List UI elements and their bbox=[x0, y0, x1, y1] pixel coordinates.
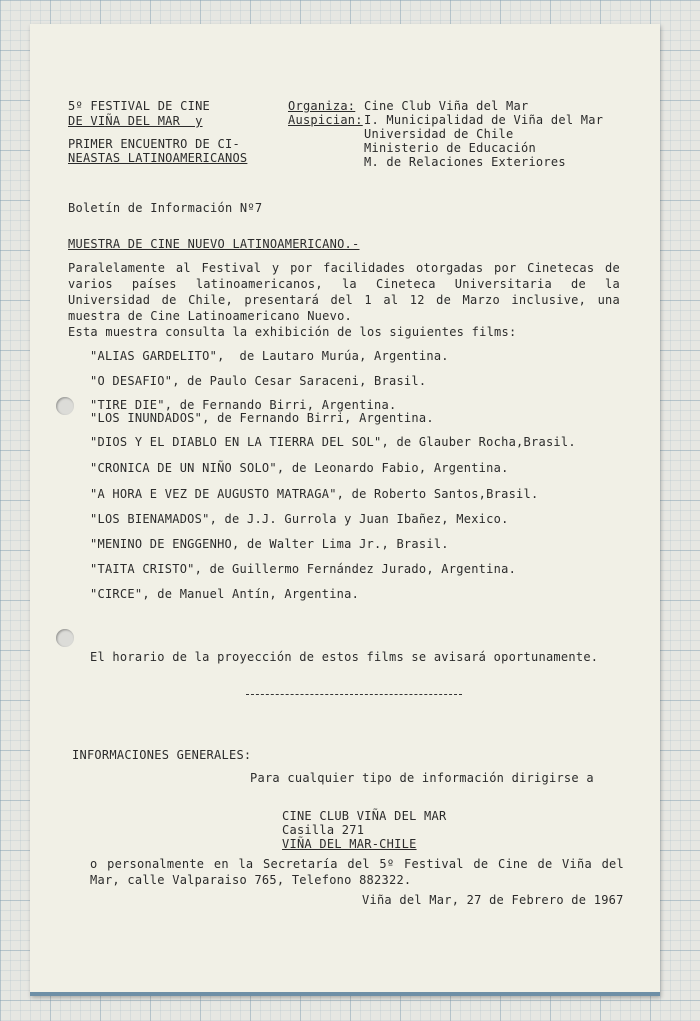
film-item: "CRONICA DE UN NIÑO SOLO", de Leonardo Fabio, Argentina. bbox=[90, 461, 509, 475]
festival-title-line-2: DE VIÑA DEL MAR y bbox=[68, 114, 203, 128]
address-line-3: VIÑA DEL MAR-CHILE bbox=[282, 837, 417, 851]
schedule-note: El horario de la proyección de estos films se avisará oportunamente. bbox=[90, 650, 599, 664]
auspician-label: Auspician: bbox=[288, 113, 363, 127]
film-item: "TAITA CRISTO", de Guillermo Fernández Jurado, Argentina. bbox=[90, 562, 517, 576]
general-info-heading: INFORMACIONES GENERALES: bbox=[72, 748, 252, 762]
film-item: "DIOS Y EL DIABLO EN LA TIERRA DEL SOL", de Glauber Rocha,Brasil. bbox=[90, 435, 576, 449]
sponsor-item: M. de Relaciones Exteriores bbox=[364, 155, 566, 169]
film-item: "ALIAS GARDELITO", de Lautaro Murúa, Argentina. bbox=[90, 349, 449, 363]
bulletin-number: Boletín de Información Nº7 bbox=[68, 201, 263, 215]
place-date: Viña del Mar, 27 de Febrero de 1967 bbox=[362, 893, 624, 907]
sponsor-item: I. Municipalidad de Viña del Mar bbox=[364, 113, 604, 127]
film-item: "MENINO DE ENGGENHO, de Walter Lima Jr., Brasil. bbox=[90, 537, 449, 551]
film-item: "A HORA E VEZ DE AUGUSTO MATRAGA", de Roberto Santos,Brasil. bbox=[90, 487, 539, 501]
encuentro-title-line-1: PRIMER ENCUENTRO DE CI- bbox=[68, 137, 240, 151]
contact-intro: Para cualquier tipo de información dirigirse a bbox=[250, 771, 594, 785]
film-item: "TIRE DIE", de Fernando Birri, Argentina. bbox=[90, 398, 397, 412]
document-page bbox=[30, 24, 660, 996]
punch-hole-top bbox=[56, 397, 74, 415]
film-item: "O DESAFIO", de Paulo Cesar Saraceni, Brasil. bbox=[90, 374, 427, 388]
encuentro-title-line-2: NEASTAS LATINOAMERICANOS bbox=[68, 151, 248, 165]
in-person-paragraph: o personalmente en la Secretaría del 5º Festival de Cine de Viña del Mar, calle Valparaiso 765, Telefono 882322. bbox=[90, 857, 624, 887]
sponsor-item: Universidad de Chile bbox=[364, 127, 514, 141]
organiza-value: Cine Club Viña del Mar bbox=[364, 99, 529, 113]
section-title: MUESTRA DE CINE NUEVO LATINOAMERICANO.- bbox=[68, 237, 360, 251]
sponsor-item: Ministerio de Educación bbox=[364, 141, 536, 155]
festival-title-line-1: 5º FESTIVAL DE CINE bbox=[68, 99, 211, 113]
film-item: "LOS INUNDADOS", de Fernando Birri, Argentina. bbox=[90, 411, 434, 425]
films-intro: Esta muestra consulta la exhibición de los siguientes films: bbox=[68, 325, 517, 339]
organiza-label: Organiza: bbox=[288, 99, 356, 113]
film-item: "LOS BIENAMADOS", de J.J. Gurrola y Juan Ibañez, Mexico. bbox=[90, 512, 509, 526]
punch-hole-bottom bbox=[56, 629, 74, 647]
intro-paragraph: Paralelamente al Festival y por facilidades otorgadas por Cinetecas de varios países latinoamericanos, la Cineteca Universitaria de la Universidad de Chile, presentará del 1 al 12 de Marzo inclusive, una muestra de Cine Latinoamericano Nuevo. bbox=[68, 261, 620, 323]
film-item: "CIRCE", de Manuel Antín, Argentina. bbox=[90, 587, 360, 601]
separator-line bbox=[246, 694, 462, 695]
address-line-2: Casilla 271 bbox=[282, 823, 365, 837]
address-line-1: CINE CLUB VIÑA DEL MAR bbox=[282, 809, 447, 823]
